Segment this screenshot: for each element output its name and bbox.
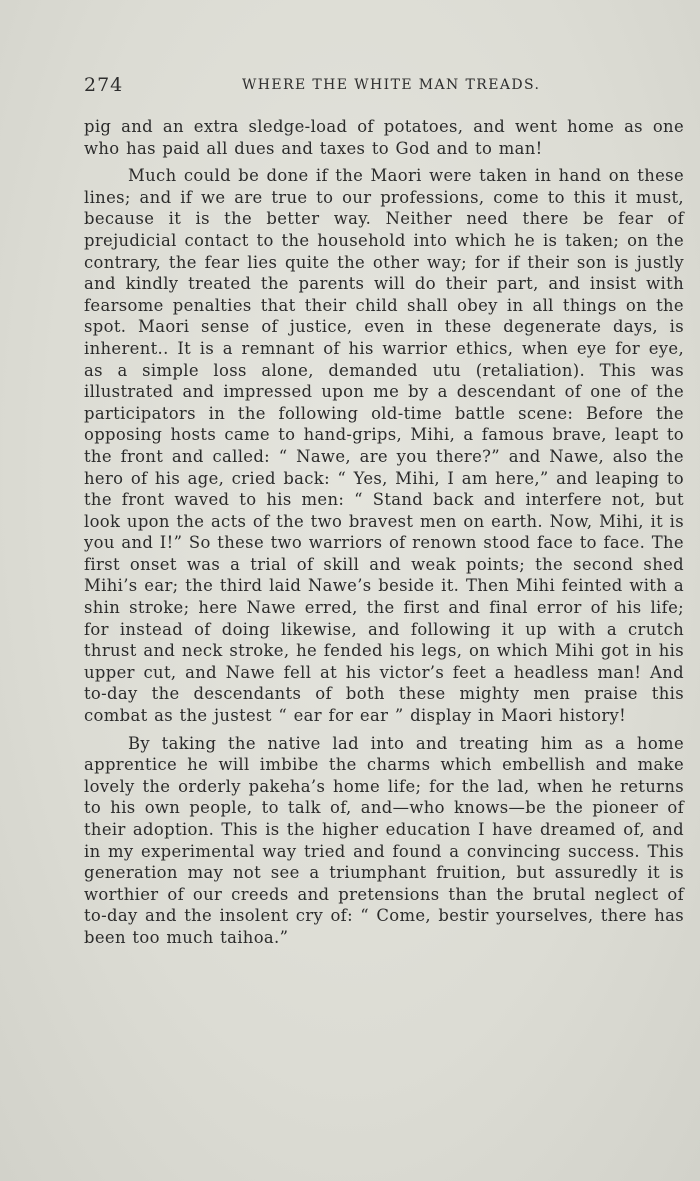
page-header <box>84 74 684 100</box>
paragraph-maori-justice: Much could be done if the Maori were taken in hand on these lines; and if we are true to our professions, come to this it must, because it is the better way. Neither need there be fear of prejudicial contact to the household into which he is taken; on the contrary, the fear lies quite the other way; for if their son is justly and kindly treated the parents will do their part, and insist with fearsome penalties that their child shall obey in all things on the spot. Maori sense of justice, even in these degenerate days, is inherent.. It is a remnant of his warrior ethics, when eye for eye, as a simple loss alone, demanded utu (retaliation). This was illustrated and impressed upon me by a descendant of one of the participators in the following old-time battle scene: Before the opposing hosts came to hand-grips, Mihi, a famous brave, leapt to the front and called: “ Nawe, are you there?” and Nawe, also the hero of his age, cried back: “ Yes, Mihi, I am here,” and leaping to the front waved to his men: “ Stand back and interfere not, but look upon the acts of the two bravest men on earth. Now, Mihi, it is you and I!” So these two warriors of renown stood face to face. The first onset was a trial of skill and weak points; the second shed Mihi’s ear; the third laid Nawe’s beside it. Then Mihi feinted with a shin stroke; here Nawe erred, the first and final error of his life; for instead of doing likewise, and following it up with a crutch thrust and neck stroke, he fended his legs, on which Mihi got in his upper cut, and Nawe fell at his victor’s feet a headless man! And to-day the descendants of both these mighty men praise this combat as the justest “ ear for ear ” display in Maori history! <box>84 166 684 726</box>
paragraph-continued: pig and an extra sledge-load of potatoes, and went home as one who has paid all dues and taxes to God and to man! <box>84 117 684 158</box>
paragraph-home-apprentice: By taking the native lad into and treating him as a home apprentice he will imbibe the charms which embellish and make lovely the orderly pakeha’s home life; for the lad, when he returns to his own people, to talk of, and—who knows—be the pioneer of their adoption. This is the higher education I have dreamed of, and in my experimental way tried and found a convincing success. This generation may not see a triumphant fruition, but assuredly it is worthier of our creeds and pretensions than the brutal neglect of to-day and the insolent cry of: “ Come, bestir yourselves, there has been too much taihoa.” <box>84 733 684 947</box>
page-number: 274 <box>84 74 124 96</box>
body-text <box>84 116 684 949</box>
running-head: WHERE THE WHITE MAN TREADS. <box>242 77 541 93</box>
